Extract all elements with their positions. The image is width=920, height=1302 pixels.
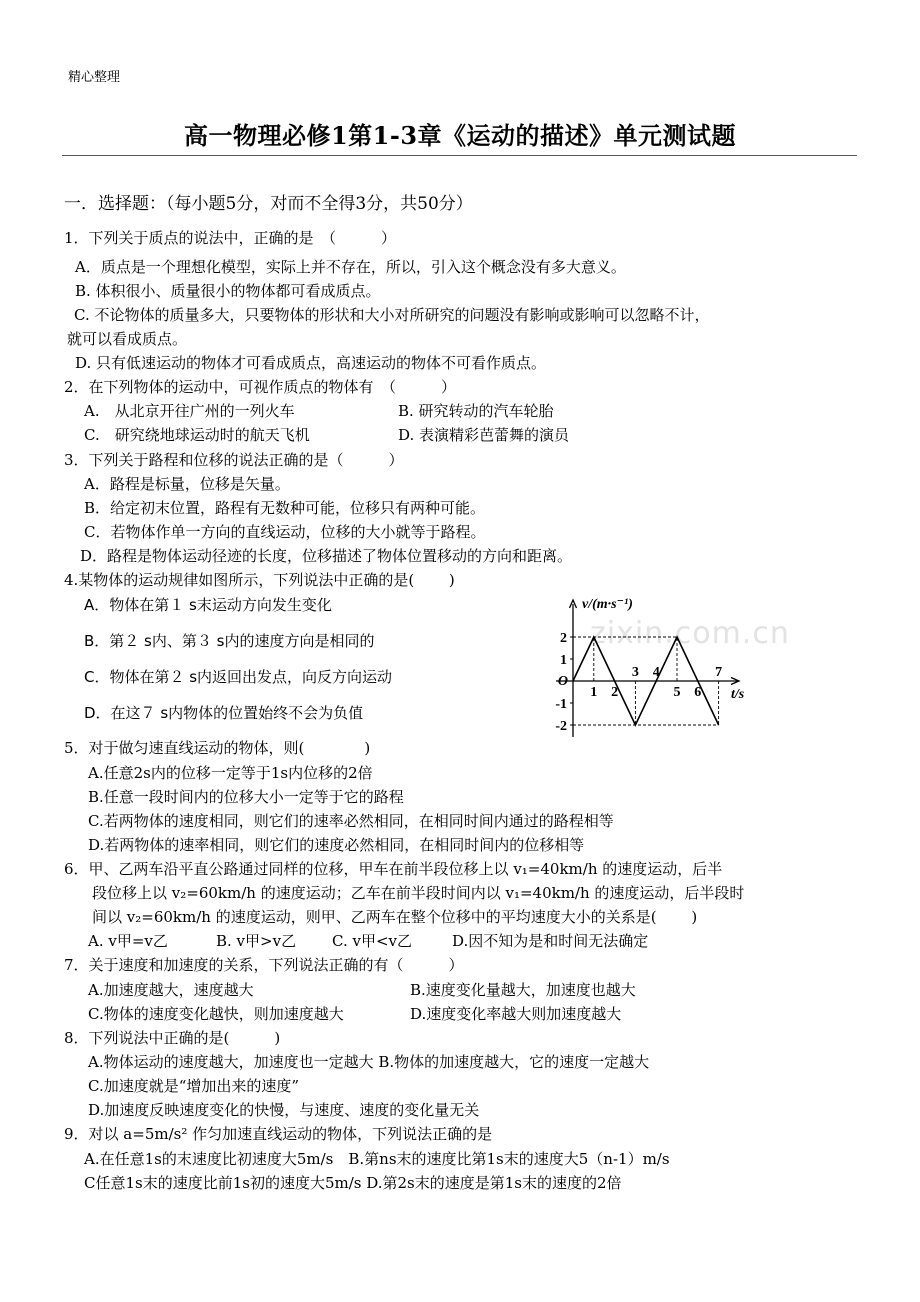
y-axis-label: v/(m·s⁻¹) xyxy=(582,597,633,612)
q6-option-b: B. v甲>v乙 xyxy=(216,932,297,950)
q6-option-c: C. v甲<v乙 xyxy=(332,932,412,950)
q7-option-a: A.加速度越大，速度越大 xyxy=(88,981,254,999)
q7-option-d: D.速度变化率越大则加速度越大 xyxy=(410,1005,622,1023)
q2-stem: 2．在下列物体的运动中，可视作质点的物体有 （ ） xyxy=(64,378,457,396)
q1-option-c: C. 不论物体的质量多大，只要物体的形状和大小对所研究的问题没有影响或影响可以忽略不计， xyxy=(74,306,710,324)
q8-stem: 8．下列说法中正确的是( ) xyxy=(64,1029,281,1047)
q8-option-d: D.加速度反映速度变化的快慢，与速度、速度的变化量无关 xyxy=(88,1101,480,1119)
x-tick-label: 7 xyxy=(715,665,723,680)
q3-option-c: C．若物体作单一方向的直线运动，位移的大小就等于路程。 xyxy=(84,523,486,541)
x-tick-label: 4 xyxy=(652,665,660,680)
q1-option-a: A．质点是一个理想化模型，实际上并不存在，所以，引入这个概念没有多大意义。 xyxy=(75,258,626,276)
q5-option-b: B.任意一段时间内的位移大小一定等于它的路程 xyxy=(88,788,404,806)
q1-option-c-cont: 就可以看成质点。 xyxy=(67,330,188,348)
velocity-time-graph xyxy=(538,594,760,744)
q3-stem: 3．下列关于路程和位移的说法正确的是（ ） xyxy=(64,451,404,469)
header-note: 精心整理 xyxy=(68,70,121,85)
y-tick-label: -2 xyxy=(555,719,567,734)
q9-stem: 9．对以 a=5m/s² 作匀加速直线运动的物体，下列说法正确的是 xyxy=(64,1125,493,1143)
q9-option-ab: A.在任意1s的末速度比初速度大5m/s B.第ns末的速度比第1s末的速度大5（n-1）m/s xyxy=(84,1150,670,1168)
q5-stem: 5．对于做匀速直线运动的物体，则( ) xyxy=(64,739,371,757)
x-tick-label: 3 xyxy=(631,665,639,680)
q6-option-a: A. v甲=v乙 xyxy=(88,932,168,950)
q2-option-b: B. 研究转动的汽车轮胎 xyxy=(398,402,554,420)
y-tick-label: 2 xyxy=(560,631,567,646)
q6-option-d: D.因不知为是和时间无法确定 xyxy=(452,932,649,950)
q4-option-a: A．物体在第１ s末运动方向发生变化 xyxy=(84,596,332,614)
x-axis-label: t/s xyxy=(731,687,745,702)
x-tick-label: 1 xyxy=(590,685,598,700)
q1-option-d: D. 只有低速运动的物体才可看成质点，高速运动的物体不可看作质点。 xyxy=(75,354,547,372)
x-tick-label: 6 xyxy=(694,685,702,700)
q3-option-d: D．路程是物体运动径迹的长度，位移描述了物体位置移动的方向和距离。 xyxy=(80,547,573,565)
q4-option-c: C．物体在第２ s内返回出发点，向反方向运动 xyxy=(84,668,393,686)
q8-option-ab: A.物体运动的速度越大，加速度也一定越大 B.物体的加速度越大，它的速度一定越大 xyxy=(88,1053,650,1071)
y-tick-label: 1 xyxy=(560,653,567,668)
q4-stem: 4.某物体的运动规律如图所示，下列说法中正确的是( ) xyxy=(64,571,455,589)
y-tick-label: -1 xyxy=(555,697,567,712)
q5-option-a: A.任意2s内的位移一定等于1s内位移的2倍 xyxy=(88,764,373,782)
q1-stem: 1．下列关于质点的说法中，正确的是 （ ） xyxy=(64,229,397,247)
q8-option-c: C.加速度就是“增加出来的速度” xyxy=(88,1077,300,1095)
q6-stem-line2: 段位移上以 v₂=60km/h 的速度运动；乙车在前半段时间内以 v₁=40km/h 的速度运动，后半段时 xyxy=(92,884,745,902)
page-title: 高一物理必修1第1-3章《运动的描述》单元测试题 xyxy=(183,121,737,150)
q2-option-a: A. 从北京开往广州的一列火车 xyxy=(84,402,295,420)
q9-option-cd: C任意1s末的速度比前1s初的速度大5m/s D.第2s末的速度是第1s末的速度的2倍 xyxy=(84,1174,622,1192)
q2-option-c: C. 研究绕地球运动时的航天飞机 xyxy=(84,426,310,444)
q7-option-c: C.物体的速度变化越快，则加速度越大 xyxy=(88,1005,344,1023)
x-tick-label: 2 xyxy=(611,685,619,700)
q7-option-b: B.速度变化量越大，加速度也越大 xyxy=(410,981,636,999)
q7-stem: 7．关于速度和加速度的关系，下列说法正确的有（ ） xyxy=(64,956,464,974)
title-divider xyxy=(62,155,857,156)
q5-option-c: C.若两物体的速度相同，则它们的速率必然相同，在相同时间内通过的路程相等 xyxy=(88,812,614,830)
q6-stem-line1: 6．甲、乙两车沿平直公路通过同样的位移，甲车在前半段位移上以 v₁=40km/h 的速度运动，后半 xyxy=(64,860,723,878)
q3-option-b: B．给定初末位置，路程有无数种可能，位移只有两种可能。 xyxy=(84,499,486,517)
q1-option-b: B. 体积很小、质量很小的物体都可看成质点。 xyxy=(75,282,381,300)
q2-option-d: D. 表演精彩芭蕾舞的演员 xyxy=(398,426,570,444)
q4-option-b: B．第２ s内、第３ s内的速度方向是相同的 xyxy=(84,632,375,650)
q6-stem-line3: 间以 v₂=60km/h 的速度运动，则甲、乙两车在整个位移中的平均速度大小的关系是( ) xyxy=(92,908,698,926)
origin-label: O xyxy=(557,674,568,689)
q3-option-a: A．路程是标量，位移是矢量。 xyxy=(84,475,290,493)
section-heading: 一．选择题：（每小题5分，对而不全得3分，共50分） xyxy=(64,194,473,214)
watermark: zixin.com.cn xyxy=(590,616,790,651)
x-tick-label: 5 xyxy=(673,685,681,700)
q4-option-d: D．在这７ s内物体的位置始终不会为负值 xyxy=(84,704,364,722)
q5-option-d: D.若两物体的速率相同，则它们的速度必然相同，在相同时间内的位移相等 xyxy=(88,836,585,854)
